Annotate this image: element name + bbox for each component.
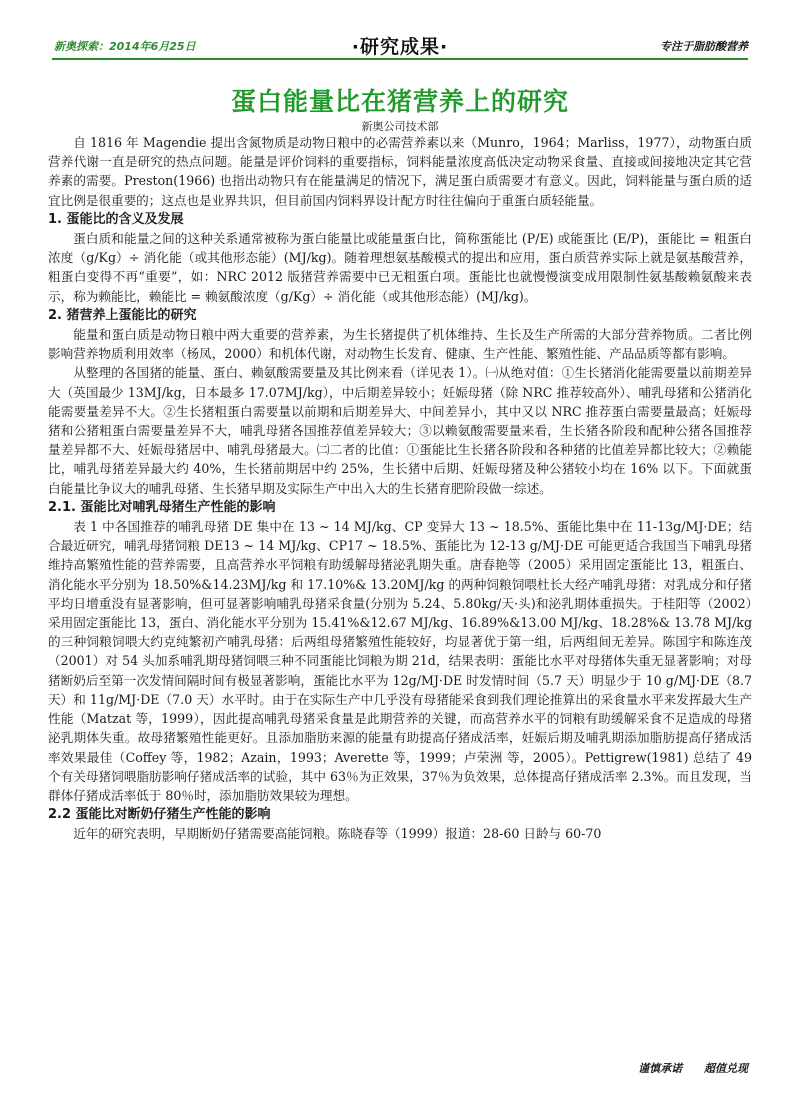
section-2-1-paragraph: 表 1 中各国推荐的哺乳母猪 DE 集中在 13 ~ 14 MJ/kg、CP 变异大 13 ~ 18.5%、蛋能比集中在 11-13g/MJ·DE；结合最近研究，哺乳母猪饲粮 DE13 ~ 14 MJ/kg、CP17 ~ 18.5%、蛋能比为 12-13 g/MJ·DE 可能更适合我国当下哺乳母猪维持高繁殖性能的营养需要，且高营养水平饲粮有助缓解母猪泌乳期失重。唐春艳等（2005）采用固定蛋能比 13，粗蛋白、消化能水平分别为 18.50%&14.23MJ/kg 和 17.10%& 13.20MJ/kg 的两种饲粮饲喂杜长大经产哺乳母猪：对乳成分和仔猪平均日增重没有显著影响，但可显著影响哺乳母猪采食量(分别为 5.24、5.80kg/天·头)和泌乳期体重损失。于桂阳等（2002）采用固定蛋能比 13，蛋白、消化能水平分别为 15.41%&12.67 MJ/kg、16.89%&13.00 MJ/kg、18.28%& 13.78 MJ/kg 的三种饲粮饲喂大约克纯繁初产哺乳母猪：后两组母猪繁殖性能较好，均显著优于第一组，后两组间无差异。陈国宇和陈连茂（2001）对 54 头加系哺乳期母猪饲喂三种不同蛋能比饲粮为期 21d，结果表明：蛋能比水平对母猪体失重无显著影响；对母猪断奶后至第一次发情间隔时间有极显著影响，蛋能比水平为 12g/MJ·DE 时发情时间（5.7 天）明显少于 10 g/MJ·DE（8.7 天）和 11g/MJ·DE（7.0 天）水平时。由于在实际生产中几乎没有母猪能采食到我们理论推算出的采食量水平来发挥最大生产性能（Matzat 等，1999），因此提高哺乳母猪采食量是此期营养的关键，而高营养水平的饲粮有助缓解采食不足造成的母猪泌乳期体失重。故母猪繁殖性能更好。且添加脂肪来源的能量有助提高仔猪成活率，妊娠后期及哺乳期添加脂肪提高仔猪成活率效果最佳（Coffey 等，1982；Azain，1993；Averette 等，1999；卢荣洲 等，2005）。Pettigrew(1981) 总结了 49 个有关母猪饲喂脂肪影响仔猪成活率的试验，其中 63％为正效果，37％为负效果，总体提高仔猪成活率 2.3%。而且发现，当群体仔猪成活率低于 80％时，添加脂肪效果较为理想。 [48, 519, 753, 803]
intro-paragraph: 自 1816 年 Magendie 提出含氮物质是动物日粮中的必需营养素以来（Munro，1964；Marliss，1977），动物蛋白质营养代谢一直是研究的热点问题。能量是评价饲料的重要指标，饲料能量浓度高低决定动物采食量、直接或间接地决定其它营养素的需要。Preston(1966) 也指出动物只有在能量满足的情况下，满足蛋白质需要才有意义。因此，饲料能量与蛋白质的适宜比例是很重要的；这点也是业界共识，但目前国内饲料界设计配方时往往偏向于重蛋白质轻能量。 [48, 135, 752, 208]
article-author: 新奥公司技术部 [361, 120, 439, 133]
page-footer [638, 1060, 748, 1076]
header-issue-date: 新奥探索：2014年6月25日 [54, 40, 196, 53]
header-section-title: ·研究成果· [351, 36, 449, 58]
header-divider [52, 58, 748, 60]
section-1-heading: 1. 蛋能比的含义及发展 [48, 211, 184, 227]
section-2-1-heading: 2.1. 蛋能比对哺乳母猪生产性能的影响 [48, 499, 276, 515]
article-title: 蛋白能量比在猪营养上的研究 [230, 87, 569, 116]
header-slogan: 专注于脂肪酸营养 [660, 40, 748, 53]
section-2-paragraph-1: 能量和蛋白质是动物日粮中两大重要的营养素，为生长猪提供了机体维持、生长及生产所需的大部分营养物质。二者比例影响营养物质利用效率（杨凤，2000）和机体代谢，对动物生长发育、健康、生产性能、繁殖性能、产品品质等都有影响。 [48, 327, 752, 362]
page-header [0, 30, 800, 64]
article-body [48, 133, 752, 844]
section-2-heading: 2. 猪营养上蛋能比的研究 [48, 307, 197, 323]
section-1-paragraph: 蛋白质和能量之间的这种关系通常被称为蛋白能量比或能量蛋白比，简称蛋能比 (P/E) 或能蛋比 (E/P)，蛋能比 = 粗蛋白浓度（g/Kg）÷ 消化能（或其他形态能）(MJ/kg)。随着理想氨基酸模式的提出和应用，蛋白质营养实际上就是氨基酸营养，粗蛋白变得不再“重要”，如：NRC 2012 版猪营养需要中已无粗蛋白项。蛋能比也就慢慢演变成用限制性氨基酸赖氨酸来表示，称为赖能比，赖能比 = 赖氨酸浓度（g/Kg）÷ 消化能（或其他形态能）(MJ/kg)。 [48, 231, 752, 304]
footer-motto-left: 谨慎承诺 [638, 1062, 683, 1075]
section-2-2-heading: 2.2 蛋能比对断奶仔猪生产性能的影响 [48, 807, 271, 823]
footer-motto-right: 超值兑现 [704, 1062, 748, 1075]
section-2-paragraph-2: 从整理的各国猪的能量、蛋白、赖氨酸需要量及其比例来看（详见表 1）。㈠从绝对值：①生长猪消化能需要量以前期差异大（英国最少 13MJ/kg，日本最多 17.07MJ/kg），中后期差异较小；妊娠母猪（除 NRC 推荐较高外）、哺乳母猪和公猪消化能需要量差异不大。②生长猪粗蛋白需要量以前期和后期差异大、中间差异小，其中又以 NRC 推荐蛋白需要量最高；妊娠母猪和公猪粗蛋白需要量差异不大，哺乳母猪各国推荐值差异较大；③以赖氨酸需要量来看，生长猪各阶段和配种公猪各国推荐量差异都不大、妊娠母猪居中、哺乳母猪最大。㈡二者的比值：①蛋能比生长猪各阶段和各种猪的比值差异都比较大；②赖能比，哺乳母猪差异最大约 40%，生长猪前期居中约 25%，生长猪中后期、妊娠母猪及种公猪较小均在 16% 以下。下面就蛋白能量比争议大的哺乳母猪、生长猪早期及实际生产中出入大的生长猪育肥阶段做一综述。 [48, 365, 752, 496]
section-2-2-paragraph: 近年的研究表明，早期断奶仔猪需要高能饲粮。陈晓春等（1999）报道：28-60 日龄与 60-70 [73, 826, 602, 842]
